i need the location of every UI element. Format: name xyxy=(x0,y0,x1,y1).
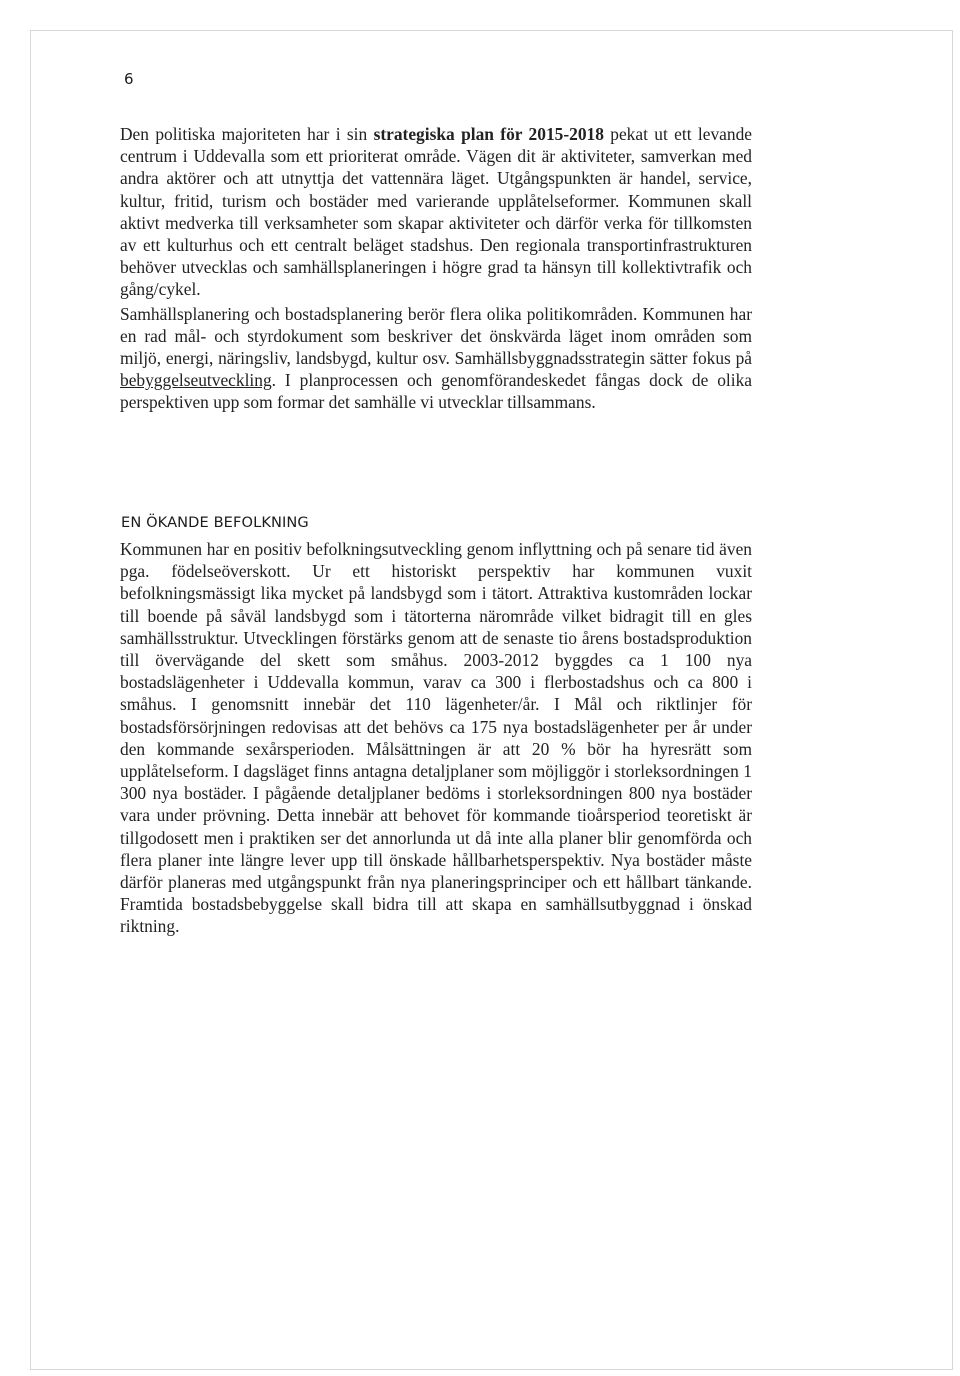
paragraph-planning xyxy=(120,303,752,414)
paragraph-strategic-plan xyxy=(120,123,752,301)
p2-text-start: Samhällsplanering och bostadsplanering berör flera olika politikområden. Kommunen har en rad mål- och styrdokument som beskriver det önskvärda läget inom områden som miljö, energi, näringsliv, landsbygd, kultur osv. Samhällsbyggnadsstrategin sätter fokus på xyxy=(120,303,752,369)
underlined-term: bebyggelseutveckling xyxy=(120,370,272,391)
p1-text-end: pekat ut ett levande centrum i Uddevalla som ett prioriterat område. Vägen dit är aktiviteter, samverkan med andra aktörer och att utnyttja det vattennära läget. Utgångspunkten är handel, service, kultur, fritid, turism och bostäder med varierande upplåtelseformer. Kommunen skall aktivt medverka till verksamheter som skapar aktiviteter och därför verka för tillkomsten av ett kulturhus och ett centralt beläget stadshus. Den regionala transportinfrastrukturen behöver utvecklas och samhällsplaneringen i högre grad ta hänsyn till kollektivtrafik och gång/cykel. xyxy=(120,124,752,300)
paragraph-population: Kommunen har en positiv befolkningsutveckling genom inflyttning och på senare tid även pga. födelseöverskott. Ur ett historiskt perspektiv har kommunen vuxit befolkningsmässigt lika mycket på landsbygd som i tätort. Attraktiva kustområden lockar till boende på såväl landsbygd som i tätorterna närområde vilket bidragit till en gles samhällsstruktur. Utvecklingen förstärks genom att de senaste tio årens bostadsproduktion till övervägande del skett som småhus. 2003-2012 byggdes ca 1 100 nya bostadslägenheter i Uddevalla kommun, varav ca 300 i flerbostadshus och ca 800 i småhus. I genomsnitt innebär det 110 lägenheter/år. I Mål och riktlinjer för bostadsförsörjningen redovisas att det behövs ca 175 nya bostadslägenheter per år under den kommande sexårsperioden. Målsättningen är att 20 % bör ha hyresrätt som upplåtelseform. I dagsläget finns antagna detaljplaner som möjliggör i storleksordningen 1 300 nya bostäder. I pågående detaljplaner bedöms i storleksordningen 800 nya bostäder vara under prövning. Detta innebär att behovet för kommande tioårsperiod teoretiskt är tillgodosett men i praktiken ser det annorlunda ut då inte alla planer blir genomförda och flera planer inte längre lever upp till önskade hållbarhetsperspektiv. Nya bostäder måste därför planeras med utgångspunkt från nya planeringsprinciper och ett hållbart tänkande. Framtida bostadsbebyggelse skall bidra till att skapa en samhällsutbyggnad i önskad riktning. xyxy=(120,539,752,937)
p2-text-end: . I planprocessen och genomförandeskedet fångas dock de olika perspektiven upp som formar det samhälle vi utvecklar tillsammans. xyxy=(120,370,752,413)
section-heading: EN ÖKANDE BEFOLKNING xyxy=(121,514,309,531)
intro-text xyxy=(120,123,752,414)
p1-text-start: Den politiska majoriteten har i sin xyxy=(120,124,374,144)
strategic-plan-emphasis: strategiska plan för 2015-2018 xyxy=(373,124,604,144)
section-text xyxy=(120,538,752,938)
page-number: 6 xyxy=(124,70,134,88)
